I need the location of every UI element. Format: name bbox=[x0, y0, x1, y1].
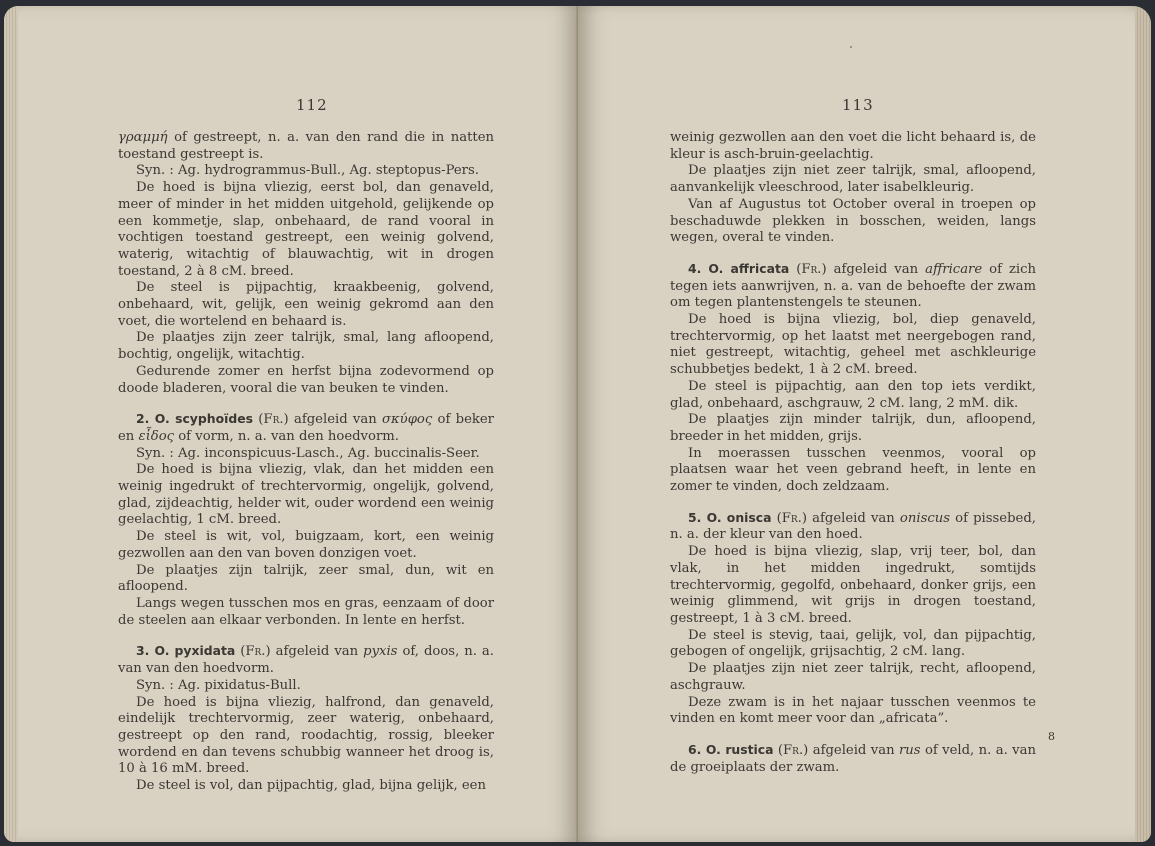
entry-heading-5: 5. O. onisca (Fr.) afgeleid van oniscus of pissebed, n. a. der kleur van den hoed. bbox=[670, 509, 1036, 543]
paper-speck bbox=[850, 46, 852, 48]
paragraph: De steel is vol, dan pijpachtig, glad, bijna gelijk, een bbox=[136, 778, 486, 794]
signature-mark: 8 bbox=[1048, 730, 1055, 743]
paragraph: De steel is wit, vol, buigzaam, kort, een weinig gezwollen aan den van boven donzigen voet. bbox=[118, 529, 494, 561]
paragraph: De plaatjes zijn niet zeer talrijk, recht, afloopend, aschgrauw. bbox=[670, 661, 1036, 693]
synonyms: Syn. : Ag. pixidatus-Bull. bbox=[136, 677, 301, 693]
right-page-text bbox=[670, 130, 1036, 776]
paragraph: De hoed is bijna vliezig, bol, diep genaveld, trechtervormig, op het laatst met neergebogen rand, niet gestreept, witachtig, geheel met aschkleurige schubbetjes bedekt, 1 à 2 cM. breed. bbox=[670, 312, 1036, 378]
synonyms: Syn. : Ag. inconspicuus-Lasch., Ag. buccinalis-Seer. bbox=[136, 445, 480, 461]
paragraph: De hoed is bijna vliezig, slap, vrij teer, bol, dan vlak, in het midden ingedrukt, somtijds trechtervormig, gegolfd, onbehaard, donker grijs, een weinig glimmend, wit grijs in drogen toestand, gestreept, 1 à 3 cM. breed. bbox=[670, 544, 1036, 626]
paragraph: De hoed is bijna vliezig, eerst bol, dan genaveld, meer of minder in het midden uitgehold, gelijkende op een kommetje, slap, onbehaard, de rand vooral in vochtigen toestand gestreept, een weinig golvend, waterig, witachtig of blauwachtig, wit in drogen toestand, 2 à 8 cM. breed. bbox=[118, 180, 494, 279]
synonyms: Syn. : Ag. hydrogrammus-Bull., Ag. steptopus-Pers. bbox=[136, 163, 479, 179]
paragraph: De hoed is bijna vliezig, vlak, dan het midden een weinig ingedrukt of trechtervormig, ongelijk, golvend, glad, zijdeachtig, helder wit, ouder wordend een weinig geelachtig, 1 cM. breed. bbox=[118, 462, 494, 528]
entry-heading-3: 3. O. pyxidata (Fr.) afgeleid van pyxis of, doos, n. a. van van den hoedvorm. bbox=[118, 643, 494, 677]
paragraph: De plaatjes zijn zeer talrijk, smal, lang afloopend, bochtig, ongelijk, witachtig. bbox=[118, 330, 494, 363]
entry-heading-4: 4. O. affricata (Fr.) afgeleid van affricare of zich tegen iets aanwrijven, n. a. van de behoefte der zwam om tegen plantenstengels te steunen. bbox=[670, 260, 1036, 311]
right-page bbox=[578, 6, 1151, 842]
entry-heading-2: 2. O. scyphoïdes (Fr.) afgeleid van σκύφος of beker en εἶδος of vorm, n. a. van den hoedvorm. bbox=[118, 411, 494, 444]
page-edges-right bbox=[1135, 6, 1151, 842]
page-number-right: 113 bbox=[842, 96, 874, 114]
paragraph: De plaatjes zijn minder talrijk, dun, afloopend, breeder in het midden, grijs. bbox=[670, 412, 1036, 444]
paragraph: De hoed is bijna vliezig, halfrond, dan genaveld, eindelijk trechtervormig, zeer waterig, onbehaard, gestreept op den rand, roodachtig, rossig, bleeker wordend en dan tevens schubbig wanneer het droog is, 10 à 16 mM. breed. bbox=[118, 694, 494, 777]
page-edges-left bbox=[4, 6, 18, 842]
paragraph: γραμμή of gestreept, n. a. van den rand die in natten toestand gestreept is. bbox=[118, 130, 494, 162]
paragraph: De plaatjes zijn niet zeer talrijk, smal, afloopend, aanvankelijk vleeschrood, later isabelkleurig. bbox=[670, 163, 1036, 196]
paragraph: De steel is stevig, taai, gelijk, vol, dan pijpachtig, gebogen of ongelijk, grijsachtig, 2 cM. lang. bbox=[670, 627, 1036, 660]
paragraph: weinig gezwollen aan den voet die licht behaard is, de kleur is asch-bruin-geelachtig. bbox=[670, 130, 1036, 162]
paragraph: De steel is pijpachtig, aan den top iets verdikt, glad, onbehaard, aschgrauw, 2 cM. lang, 2 mM. dik. bbox=[670, 378, 1036, 411]
paragraph: Langs wegen tusschen mos en gras, eenzaam of door de steelen aan elkaar verbonden. In lente en herfst. bbox=[118, 595, 494, 628]
paragraph: Van af Augustus tot October overal in troepen op beschaduwde plekken in bosschen, weiden, langs wegen, overal te vinden. bbox=[670, 196, 1036, 246]
paragraph: De steel is pijpachtig, kraakbeenig, golvend, onbehaard, wit, gelijk, een weinig gekromd aan den voet, die wortelend en behaard is. bbox=[118, 280, 494, 329]
paragraph: Gedurende zomer en herfst bijna zodevormend op doode bladeren, vooral die van beuken te vinden. bbox=[118, 363, 494, 396]
entry-heading-6: 6. O. rustica (Fr.) afgeleid van rus of veld, n. a. van de groeiplaats der zwam. bbox=[670, 741, 1036, 775]
left-page bbox=[4, 6, 578, 842]
open-book bbox=[4, 6, 1151, 842]
paragraph: Deze zwam is in het najaar tusschen veenmos te vinden en komt meer voor dan „africata”. bbox=[670, 694, 1036, 727]
page-number-left: 112 bbox=[296, 96, 328, 114]
left-page-text bbox=[118, 130, 494, 795]
paragraph: De plaatjes zijn talrijk, zeer smal, dun, wit en afloopend. bbox=[118, 562, 494, 595]
paragraph: In moerassen tusschen veenmos, vooral op plaatsen waar het veen gebrand heeft, in lente en zomer te vinden, doch zeldzaam. bbox=[670, 445, 1036, 495]
